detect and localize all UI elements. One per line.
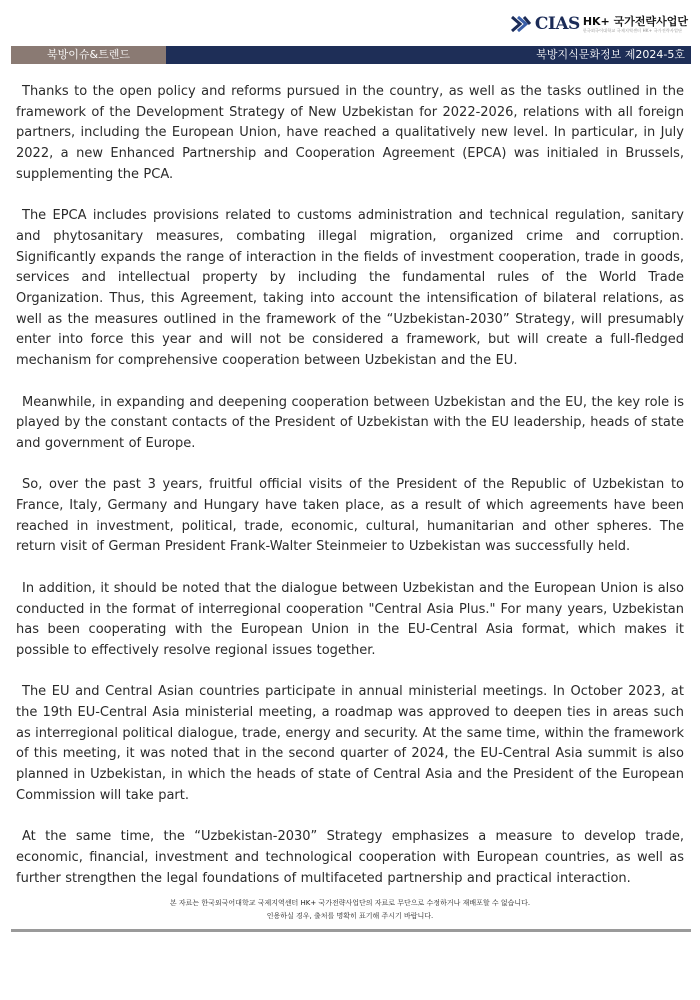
paragraph: The EU and Central Asian countries participate in annual ministerial meetings. In October 2023, at the 19th EU-Central Asia ministerial meeting, a roadmap was approved to deepen ties in areas such as interregional political dialogue, trade, energy and security. At the same time, within the framework of this meeting, it was noted that in the second quarter of 2024, the EU-Central Asia summit is also planned in Uzbekistan, in which the heads of state of Central Asia and the President of the European Commission will take part. <box>16 684 684 803</box>
header-banner <box>11 46 691 64</box>
issue-number: 북방지식문화정보 제2024-5호 <box>536 48 685 61</box>
paragraph: At the same time, the “Uzbekistan-2030” Strategy emphasizes a measure to develop trade, economic, financial, investment and technological cooperation with European countries, as well as further strengthen the legal foundations of multifaceted partnership and practical interaction. <box>16 829 684 886</box>
header-logo <box>510 10 688 38</box>
logo-title: HK+ 국가전략사업단 <box>582 14 688 28</box>
copyright-footer <box>0 897 700 923</box>
cias-logo-icon <box>510 13 532 35</box>
paragraph: In addition, it should be noted that the dialogue between Uzbekistan and the European Union is also conducted in the format of interregional cooperation "Central Asia Plus." For many years, Uzbekistan has been cooperating with the European Union in the EU-Central Asia format, which makes it possible to effectively resolve regional issues together. <box>16 580 684 658</box>
paragraph: The EPCA includes provisions related to customs administration and technical regulation, sanitary and phytosanitary measures, combating illegal migration, organized crime and corruption. Significantly expands the range of interaction in the fields of investment cooperation, trade in goods, services and intellectual property by including the fundamental rules of the World Trade Organization. Thus, this Agreement, taking into account the intensification of bilateral relations, as well as the measures outlined in the framework of the “Uzbekistan-2030” Strategy, will presumably enter into force this year and will not be considered a framework, but will create a full-fledged mechanism for comprehensive cooperation between Uzbekistan and the EU. <box>16 208 684 369</box>
footer-divider <box>11 929 691 932</box>
section-label: 북방이슈&트렌드 <box>11 46 166 64</box>
citation-notice: 인용하실 경우, 출처를 명확히 표기해 주시기 바랍니다. <box>266 912 434 920</box>
paragraph: Thanks to the open policy and reforms pursued in the country, as well as the tasks outlined in the framework of the Development Strategy of New Uzbekistan for 2022-2026, relations with all foreign partners, including the European Union, have reached a qualitatively new level. In particular, in July 2022, a new Enhanced Partnership and Cooperation Agreement (EPCA) was initialed in Brussels, supplementing the PCA. <box>16 84 684 182</box>
copyright-notice: 본 자료는 한국외국어대학교 국제지역센터 HK+ 국가전략사업단의 자료로 무단으로 수정하거나 재배포할 수 없습니다. <box>169 899 531 907</box>
article-body <box>16 82 684 910</box>
logo-text: CIAS <box>534 14 580 34</box>
paragraph: Meanwhile, in expanding and deepening cooperation between Uzbekistan and the EU, the key role is played by the constant contacts of the President of Uzbekistan with the EU leadership, heads of state and government of Europe. <box>16 394 684 451</box>
paragraph: So, over the past 3 years, fruitful official visits of the President of the Republic of Uzbekistan to France, Italy, Germany and Hungary have taken place, as a result of which agreements have been reached in investment, political, trade, economic, cultural, humanitarian and other spheres. The return visit of German President Frank-Walter Steinmeier to Uzbekistan was successfully held. <box>16 477 684 555</box>
logo-subtitle: 한국외국어대학교 국제지역센터 HK+ 국가전략사업단 <box>582 27 683 33</box>
